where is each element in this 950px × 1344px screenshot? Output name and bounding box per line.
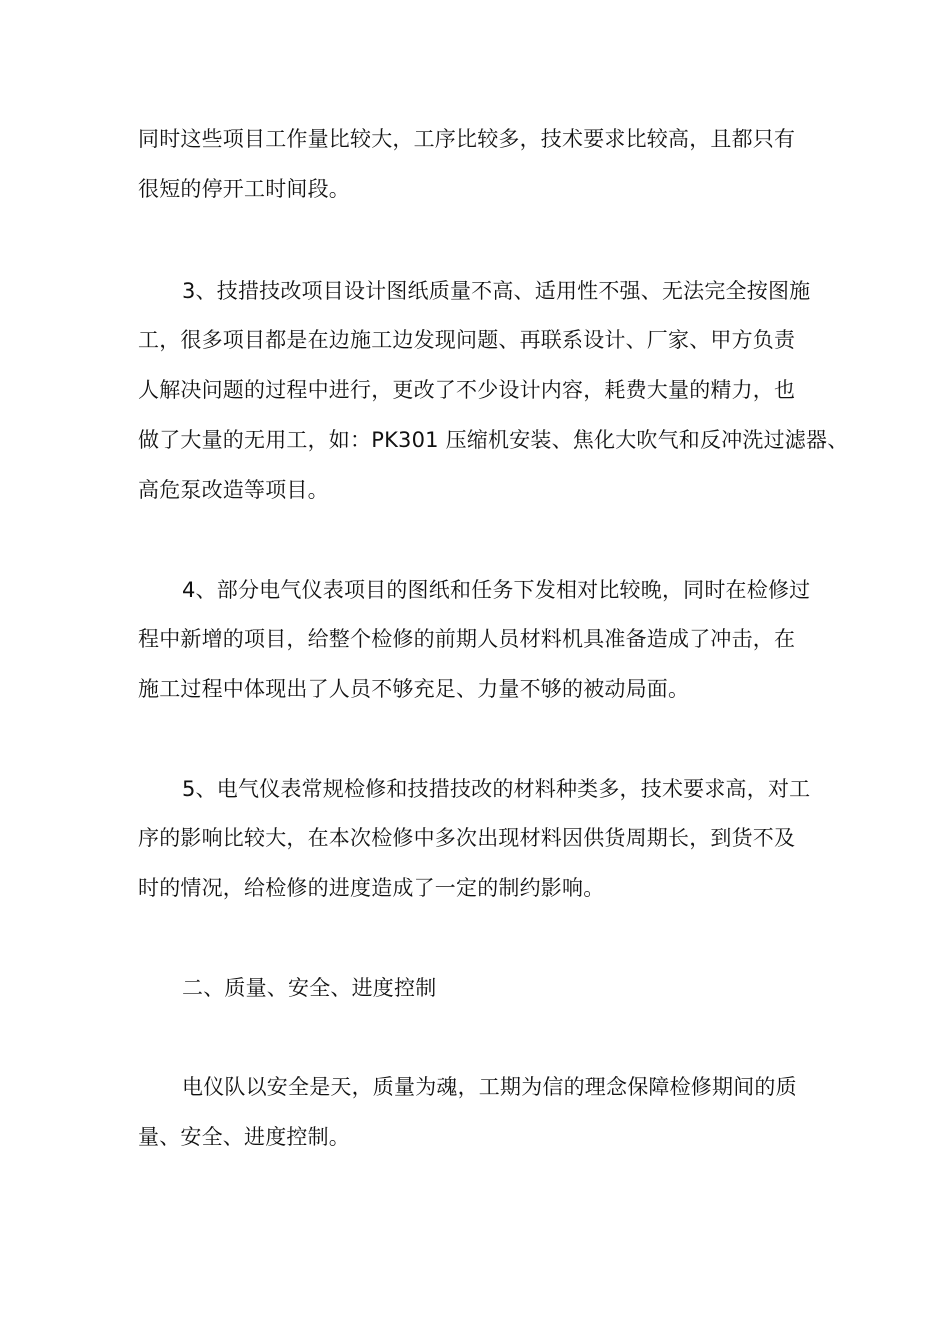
- paragraph-line: 很短的停开工时间段。: [138, 177, 350, 201]
- item-4-line: 程中新增的项目，给整个检修的前期人员材料机具准备造成了冲击，在: [138, 627, 796, 651]
- section-heading: 二、质量、安全、进度控制: [182, 976, 437, 1000]
- item-3-line: 人解决问题的过程中进行，更改了不少设计内容，耗费大量的精力，也: [138, 378, 796, 402]
- item-4-line: 施工过程中体现出了人员不够充足、力量不够的被动局面。: [138, 677, 690, 701]
- section-2-line: 量、安全、进度控制。: [138, 1125, 350, 1149]
- item-5-line: 时的情况，给检修的进度造成了一定的制约影响。: [138, 876, 605, 900]
- item-5-line: 序的影响比较大，在本次检修中多次出现材料因供货周期长，到货不及: [138, 826, 796, 850]
- item-3-line: 3、技措技改项目设计图纸质量不高、适用性不强、无法完全按图施: [182, 279, 811, 303]
- item-3-line: 高危泵改造等项目。: [138, 478, 329, 502]
- item-5-line: 5、电气仪表常规检修和技措技改的材料种类多，技术要求高，对工: [182, 777, 811, 801]
- paragraph-line: 同时这些项目工作量比较大，工序比较多，技术要求比较高，且都只有: [138, 127, 796, 151]
- item-3-line: 工，很多项目都是在边施工边发现问题、再联系设计、厂家、甲方负责: [138, 328, 796, 352]
- section-2-line: 电仪队以安全是天，质量为魂，工期为信的理念保障检修期间的质: [182, 1075, 797, 1099]
- item-4-line: 4、部分电气仪表项目的图纸和任务下发相对比较晚，同时在检修过: [182, 578, 811, 602]
- item-3-line: 做了大量的无用工，如：PK301 压缩机安装、焦化大吹气和反冲洗过滤器、: [138, 428, 849, 452]
